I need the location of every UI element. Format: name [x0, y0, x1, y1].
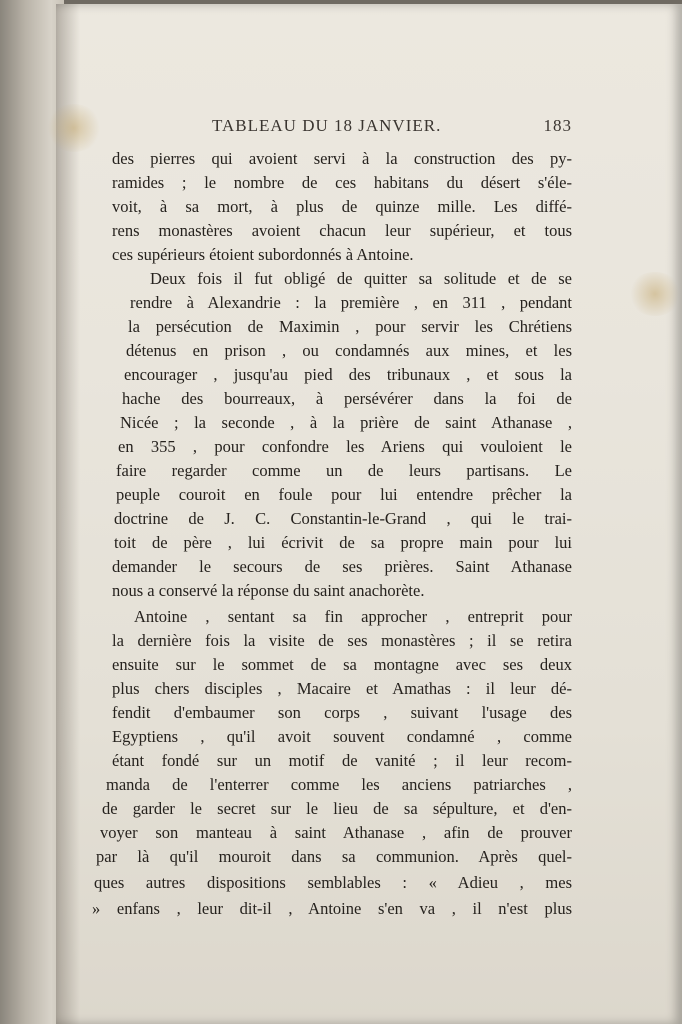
text-line: Antoine , sentant sa fin approcher , entreprit pour — [134, 607, 572, 626]
text-line: ques autres dispositions semblables : « Adieu , mes — [94, 873, 572, 892]
facing-page-edge — [0, 0, 64, 1024]
text-line: en 355 , pour confondre les Ariens qui vouloient le — [118, 437, 572, 456]
text-line: faire regarder comme un de leurs partisans. Le — [116, 461, 572, 480]
text-line: rens monastères avoient chacun leur supérieur, et tous — [112, 221, 572, 240]
text-line: voyer son manteau à saint Athanase , afin de prouver — [100, 823, 572, 842]
text-line: des pierres qui avoient servi à la construction des py- — [112, 149, 572, 168]
text-line: Deux fois il fut obligé de quitter sa solitude et de se — [150, 269, 572, 288]
foxing-stain — [628, 272, 682, 316]
text-line: hache des bourreaux, à persévérer dans la foi de — [122, 389, 572, 408]
page-number: 183 — [543, 116, 572, 135]
text-line: rendre à Alexandrie : la première , en 311 , pendant — [130, 293, 572, 312]
running-header — [212, 116, 572, 142]
text-line: fendit d'embaumer son corps , suivant l'usage des — [112, 703, 572, 722]
foxing-stain — [46, 104, 102, 152]
page-gutter-shadow — [56, 4, 80, 1024]
text-line: toit de père , lui écrivit de sa propre main pour lui — [114, 533, 572, 552]
text-line: ensuite sur le sommet de sa montagne avec ses deux — [112, 655, 572, 674]
text-line: de garder le secret sur le lieu de sa sépulture, et d'en- — [102, 799, 572, 818]
text-line: » enfans , leur dit-il , Antoine s'en va , il n'est plus — [92, 899, 572, 918]
text-line: peuple couroit en foule pour lui entendre prêcher la — [116, 485, 572, 504]
text-line: par là qu'il mouroit dans sa communion. Après quel- — [96, 847, 572, 866]
text-line: étant fondé sur un motif de vanité ; il leur recom- — [112, 751, 572, 770]
text-line: plus chers disciples , Macaire et Amathas : il leur dé- — [112, 679, 572, 698]
text-line: demander le secours de ses prières. Saint Athanase — [112, 557, 572, 576]
text-line: doctrine de J. C. Constantin-le-Grand , qui le trai- — [114, 509, 572, 528]
text-line: ramides ; le nombre de ces habitans du désert s'éle- — [112, 173, 572, 192]
text-line: Egyptiens , qu'il avoit souvent condamné , comme — [112, 727, 572, 746]
text-line: manda de l'enterrer comme les anciens patriarches , — [106, 775, 572, 794]
text-line: voit, à sa mort, à plus de quinze mille. Les diffé- — [112, 197, 572, 216]
text-line: la persécution de Maximin , pour servir les Chrétiens — [128, 317, 572, 336]
text-line: encourager , jusqu'au pied des tribunaux , et sous la — [124, 365, 572, 384]
text-line: ces supérieurs étoient subordonnés à Antoine. — [112, 245, 414, 264]
text-line: nous a conservé la réponse du saint anachorète. — [112, 581, 425, 600]
text-line: la dernière fois la visite de ses monastères ; il se retira — [112, 631, 572, 650]
running-title: TABLEAU DU 18 JANVIER. — [212, 116, 442, 135]
text-line: détenus en prison , ou condamnés aux mines, et les — [126, 341, 572, 360]
text-line: Nicée ; la seconde , à la prière de saint Athanase , — [120, 413, 572, 432]
